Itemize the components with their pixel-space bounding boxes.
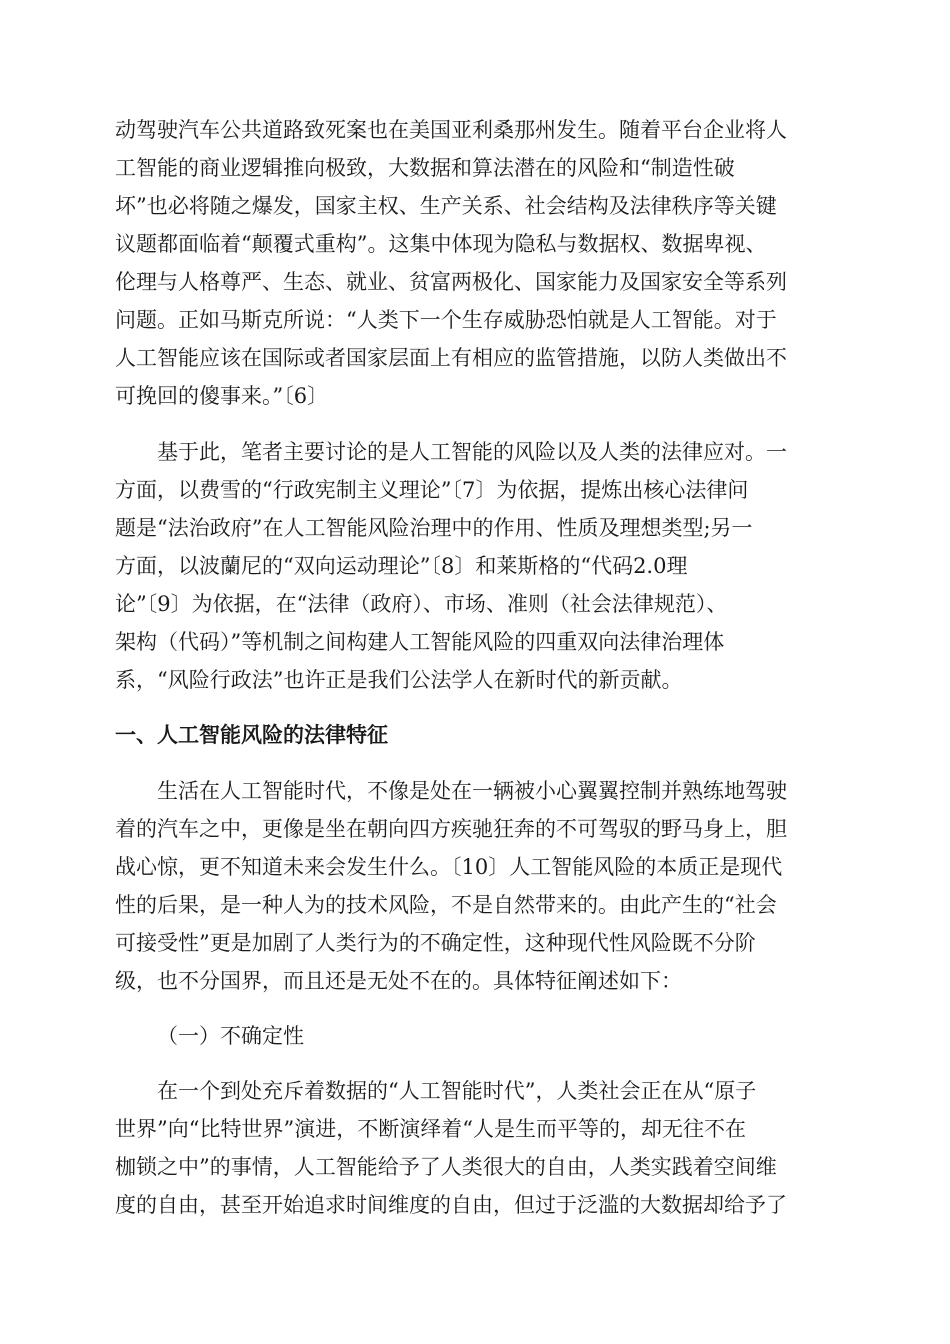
text-line: 问题。正如马斯克所说：“人类下一个生存威胁恐怕就是人工智能。对于 <box>115 308 777 332</box>
text-line: 在一个到处充斥着数据的“人工智能时代”，人类社会正在从“原子 <box>157 1079 757 1103</box>
text-line: 题是“法治政府”在人工智能风险治理中的作用、性质及理想类型;另一 <box>115 516 753 540</box>
text-line: 系，“风险行政法”也许正是我们公法学人在新时代的新贡献。 <box>115 668 683 692</box>
text-line: 级，也不分国界，而且还是无处不在的。具体特征阐述如下： <box>115 969 682 993</box>
text-line: 论”〔9〕为依据，在“法律（政府）、市场、准则（社会法律规范）、 <box>115 592 728 616</box>
text-line: 坏”也必将随之爆发，国家主权、生产关系、社会结构及法律秩序等关键 <box>115 194 777 218</box>
subsection-heading: （一）不确定性 <box>157 1024 304 1048</box>
text-line: 战心惊，更不知道未来会发生什么。〔10〕人工智能风险的本质正是现代 <box>115 855 783 879</box>
text-line: 方面，以费雪的“行政宪制主义理论”〔7〕为依据，提炼出核心法律问 <box>115 478 749 502</box>
text-line: 方面，以波蘭尼的“双向运动理论”〔8〕和莱斯格的“代码2.0理 <box>115 554 688 578</box>
text-line: 可接受性”更是加剧了人类行为的不确定性，这种现代性风险既不分阶 <box>115 931 756 955</box>
section-heading: 一、人工智能风险的法律特征 <box>115 723 388 747</box>
text-line: 工智能的商业逻辑推向极致，大数据和算法潜在的风险和“制造性破 <box>115 156 735 180</box>
text-line: 基于此，笔者主要讨论的是人工智能的风险以及人类的法律应对。一 <box>157 440 787 464</box>
text-line: 架构（代码）”等机制之间构建人工智能风险的四重双向法律治理体 <box>115 630 725 654</box>
text-line: 议题都面临着“颠覆式重构”。这集中体现为隐私与数据权、数据卑视、 <box>115 232 767 256</box>
text-line: 枷锁之中”的事情，人工智能给予了人类很大的自由，人类实践着空间维 <box>115 1155 777 1179</box>
text-line: 可挽回的傻事来。”〔6〕 <box>115 384 329 408</box>
text-line: 动驾驶汽车公共道路致死案也在美国亚利桑那州发生。随着平台企业将人 <box>115 118 787 142</box>
text-line: 性的后果，是一种人为的技术风险，不是自然带来的。由此产生的“社会 <box>115 893 777 917</box>
text-line: 世界”向“比特世界”演进，不断演绎着“人是生而平等的，却无往不在 <box>115 1117 746 1141</box>
text-line: 伦理与人格尊严、生态、就业、贫富两极化、国家能力及国家安全等系列 <box>115 270 787 294</box>
text-line: 人工智能应该在国际或者国家层面上有相应的监管措施，以防人类做出不 <box>115 346 787 370</box>
text-line: 着的汽车之中，更像是坐在朝向四方疾驰狂奔的不可驾驭的野马身上，胆 <box>115 817 787 841</box>
text-line: 生活在人工智能时代，不像是处在一辆被小心翼翼控制并熟练地驾驶 <box>157 779 787 803</box>
text-line: 度的自由，甚至开始追求时间维度的自由，但过于泛滥的大数据却给予了 <box>115 1193 787 1217</box>
